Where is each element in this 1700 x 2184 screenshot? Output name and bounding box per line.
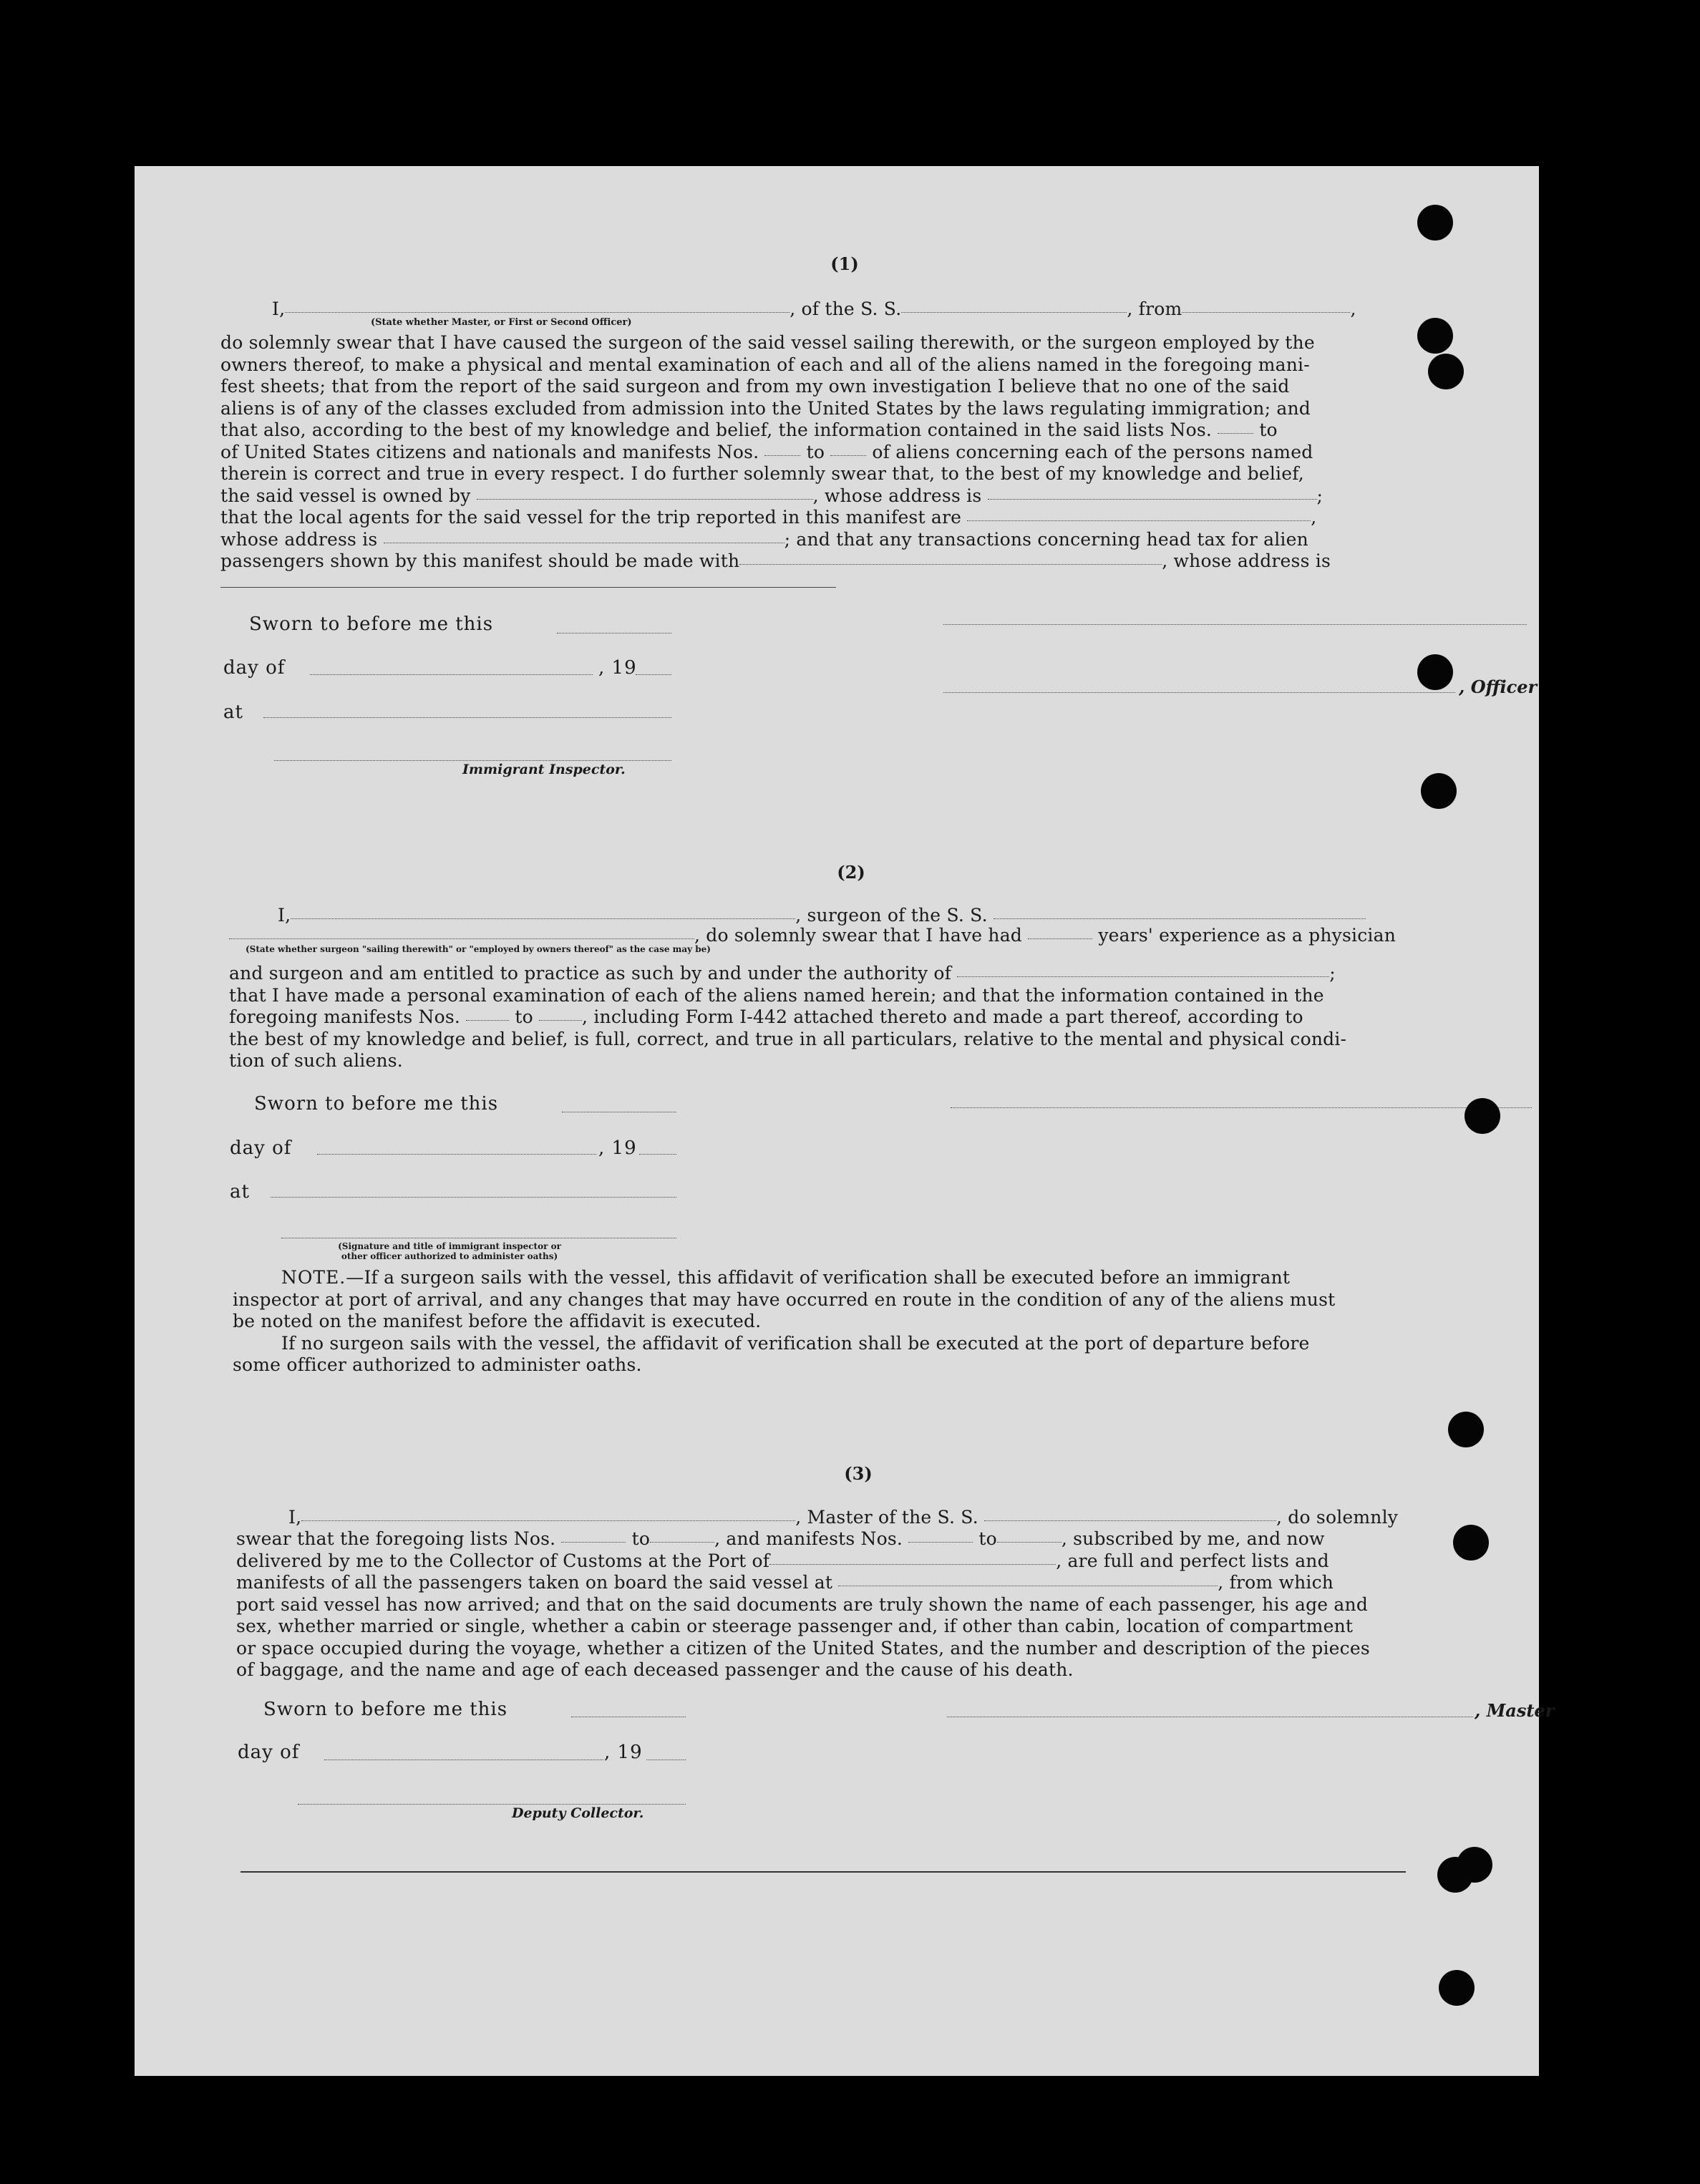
body-line: port said vessel has now arrived; and that on the said documents are truly shown the name of each passenger, his age and (236, 1593, 1369, 1615)
binder-hole (1448, 1412, 1484, 1447)
section-2-sworn-label: Sworn to before me this (254, 1093, 499, 1115)
section-2-caption: (State whether surgeon "sailing therewith" or "employed by owners thereof" as the case may be) (246, 944, 711, 954)
body-line: whose address is ; and that any transactions concerning head tax for alien (220, 528, 1308, 550)
section-2-day-line (317, 1154, 596, 1155)
body-line: that the local agents for the said vessel for the trip reported in this manifest are , (220, 507, 1317, 528)
body-line: do solemnly swear that I have caused the surgeon of the said vessel sailing therewith, or the surgeon employed by the (220, 332, 1315, 353)
section-1-sworn-line (557, 633, 671, 634)
section-2-number: (2) (837, 862, 865, 883)
body-line: owners thereof, to make a physical and mental examination of each and all of the aliens named in the foregoing mani- (220, 354, 1310, 375)
binder-hole (1428, 354, 1464, 389)
manifest-page (135, 166, 1555, 2076)
section-2-year-label: , 19 (598, 1137, 637, 1159)
section-2-note (233, 1267, 1535, 1377)
body-line: fest sheets; that from the report of the said surgeon and from my own investigation I believe that no one of the said (220, 376, 1290, 397)
body-line: or space occupied during the voyage, whether a citizen of the United States, and the number and description of the pieces (236, 1637, 1370, 1659)
section-1-caption: (State whether Master, or First or Second Officer) (371, 317, 632, 328)
body-line: passengers shown by this manifest should be made with , whose address is (220, 550, 1331, 571)
section-3-master-label: , Master (1475, 1700, 1555, 1721)
section-1-officer-label: , Officer (1459, 676, 1538, 697)
body-line: the said vessel is owned by , whose address is ; (220, 485, 1323, 506)
body-line: that I have made a personal examination of each of the aliens named herein; and that the information contained in the (229, 984, 1324, 1006)
section-3-deputy-line (298, 1804, 686, 1805)
body-line: and surgeon and am entitled to practice as such by and under the authority of ; (229, 963, 1336, 984)
section-2-line-2: , do solemnly swear that I have had years' experience as a physician (229, 925, 1532, 947)
note-line: NOTE.—If a surgeon sails with the vessel, this affidavit of verification shall be executed before an immigrant (281, 1267, 1291, 1288)
section-3-year-label: , 19 (604, 1742, 643, 1763)
section-1-officer-line (943, 692, 1455, 693)
section-2-day-of-label: day of (230, 1137, 292, 1159)
section-2-header-line: I, , surgeon of the S. S. (278, 905, 1530, 927)
section-3-number: (3) (844, 1463, 873, 1484)
binder-hole (1439, 1970, 1475, 2006)
section-2-at-label: at (230, 1181, 250, 1203)
section-1-address-line (220, 587, 836, 588)
section-3-deputy-label: Deputy Collector. (512, 1805, 644, 1821)
section-1-at-line (263, 717, 671, 718)
section-3-day-of-label: day of (238, 1742, 300, 1763)
section-1-inspector-line (274, 760, 671, 761)
binder-hole (1417, 654, 1453, 690)
section-1-header-line: I, , of the S. S. , from , (272, 299, 1356, 319)
note-line: inspector at port of arrival, and any changes that may have occurred en route in the condition of any of the aliens must (233, 1288, 1336, 1310)
binder-hole (1417, 205, 1453, 241)
binder-hole (1453, 1525, 1489, 1561)
section-1-day-of-label: day of (223, 657, 286, 679)
body-line: manifests of all the passengers taken on board the said vessel at , from which (236, 1572, 1334, 1593)
section-2-body (229, 963, 1532, 1072)
section-2-signature-line (951, 1107, 1532, 1108)
section-2-year-line (639, 1154, 676, 1155)
body-line: swear that the foregoing lists Nos. to , and manifests Nos. to , subscribed by me, and now (236, 1528, 1325, 1549)
body-line: of United States citizens and nationals and manifests Nos. to of aliens concerning each of the persons named (220, 441, 1313, 462)
body-line: foregoing manifests Nos. to , including Form I-442 attached thereto and made a part thereof, according to (229, 1006, 1303, 1027)
section-2-at-line (271, 1197, 676, 1198)
binder-hole (1437, 1857, 1473, 1893)
body-line: of baggage, and the name and age of each deceased passenger and the cause of his death. (236, 1659, 1074, 1680)
body-line: tion of such aliens. (229, 1050, 403, 1071)
binder-hole (1421, 773, 1457, 809)
section-2-signature-caption: (Signature and title of immigrant inspector or other officer authorized to administer oaths) (338, 1241, 561, 1261)
body-line: aliens is of any of the classes excluded from admission into the United States by the laws regulating immigration; and (220, 397, 1311, 419)
body-line: that also, according to the best of my knowledge and belief, the information contained in the said lists Nos. to (220, 419, 1278, 440)
section-1-body (220, 332, 1527, 573)
section-3-header-line: I, , Master of the S. S. , do solemnly (288, 1507, 1399, 1528)
section-1-day-line (310, 674, 593, 675)
section-3-body (236, 1528, 1540, 1681)
section-1-at-label: at (223, 702, 243, 723)
section-1-sworn-label: Sworn to before me this (249, 613, 494, 635)
binder-hole (1417, 318, 1453, 354)
section-3-sworn-label: Sworn to before me this (263, 1699, 508, 1720)
page-bottom-rule (241, 1871, 1406, 1873)
note-line: be noted on the manifest before the affidavit is executed. (233, 1311, 762, 1331)
note-line: some officer authorized to administer oaths. (233, 1354, 642, 1375)
note-line: If no surgeon sails with the vessel, the affidavit of verification shall be executed at the port of departure before (281, 1332, 1310, 1354)
section-1-number: (1) (830, 253, 859, 274)
body-line: therein is correct and true in every respect. I do further solemnly swear that, to the best of my knowledge and belief, (220, 463, 1304, 484)
section-1-year-line (636, 674, 671, 675)
body-line: delivered by me to the Collector of Customs at the Port of , are full and perfect lists and (236, 1550, 1329, 1571)
section-1-inspector-label: Immigrant Inspector. (462, 762, 626, 777)
section-1-officer-signature-line (943, 624, 1527, 625)
body-line: the best of my knowledge and belief, is full, correct, and true in all particulars, relative to the mental and physical condi- (229, 1028, 1347, 1049)
section-1-year-label: , 19 (598, 657, 637, 679)
binder-hole (1465, 1098, 1500, 1134)
body-line: sex, whether married or single, whether a cabin or steerage passenger and, if other than cabin, location of compartment (236, 1616, 1354, 1636)
